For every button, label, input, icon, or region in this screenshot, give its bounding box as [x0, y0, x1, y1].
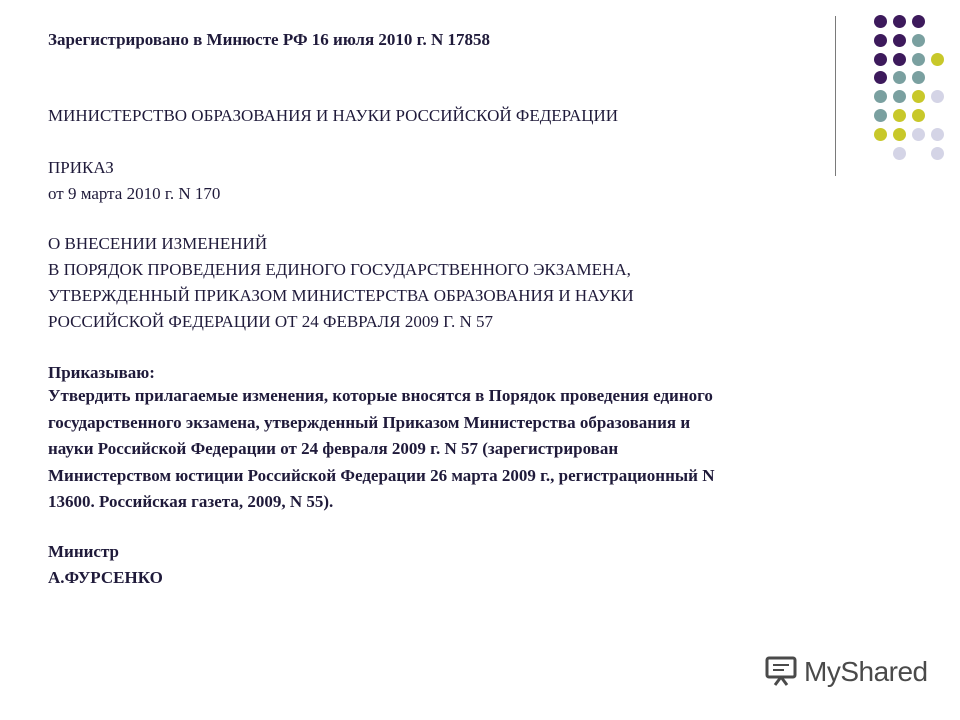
decorative-dot [874, 109, 887, 122]
decorative-dot [912, 34, 925, 47]
signature-title: Министр [48, 542, 119, 561]
ministry-name: МИНИСТЕРСТВО ОБРАЗОВАНИЯ И НАУКИ РОССИЙСКОЙ ФЕДЕРАЦИИ [48, 106, 619, 125]
decorative-dot [893, 128, 906, 141]
decorative-dot [874, 15, 887, 28]
registration-note: Зарегистрировано в Минюсте РФ 16 июля 2010 г. N 17858 [48, 30, 490, 49]
order-body [48, 383, 898, 516]
order-line: 13600. Российская газета, 2009, N 55). [48, 492, 334, 511]
decorative-dot [893, 90, 906, 103]
myshared-watermark [764, 652, 934, 692]
decorative-dot [912, 53, 925, 66]
decorative-dot [931, 53, 944, 66]
presentation-board-icon [764, 653, 798, 692]
decorative-dot-grid [0, 0, 960, 180]
decorative-dot [893, 34, 906, 47]
order-line: государственного экзамена, утвержденный Приказом Министерства образования и [48, 412, 691, 432]
decorative-dot [912, 128, 925, 141]
vertical-divider [835, 16, 836, 176]
decorative-dot [874, 34, 887, 47]
decorative-dot [893, 147, 906, 160]
decorative-dot [874, 128, 887, 141]
subject-line: В ПОРЯДОК ПРОВЕДЕНИЯ ЕДИНОГО ГОСУДАРСТВЕННОГО ЭКЗАМЕНА, [48, 260, 631, 279]
decorative-dot [893, 71, 906, 84]
order-line: Утвердить прилагаемые изменения, которые вносятся в Порядок проведения единого [48, 386, 713, 405]
order-line: Министерством юстиции Российской Федерации 26 марта 2009 г., регистрационный N [48, 465, 715, 485]
subject-line: УТВЕРЖДЕННЫЙ ПРИКАЗОМ МИНИСТЕРСТВА ОБРАЗОВАНИЯ И НАУКИ [48, 286, 634, 305]
decorative-dot [912, 15, 925, 28]
document-type: ПРИКАЗ [48, 158, 114, 177]
decorative-dot [874, 53, 887, 66]
decorative-dot [912, 71, 925, 84]
decorative-dot [912, 90, 925, 103]
document-date: от 9 марта 2010 г. N 170 [48, 184, 221, 203]
order-heading: Приказываю: [48, 363, 155, 382]
decorative-dot [931, 128, 944, 141]
subject-line: РОССИЙСКОЙ ФЕДЕРАЦИИ ОТ 24 ФЕВРАЛЯ 2009 Г. N 57 [48, 312, 494, 331]
signature-name: А.ФУРСЕНКО [48, 568, 163, 587]
decorative-dot [931, 147, 944, 160]
decorative-dot [893, 15, 906, 28]
decorative-dot [931, 90, 944, 103]
decorative-dot [874, 90, 887, 103]
decorative-dot [912, 109, 925, 122]
decorative-dot [874, 71, 887, 84]
order-line: науки Российской Федерации от 24 февраля 2009 г. N 57 (зарегистрирован [48, 439, 619, 458]
subject-line: О ВНЕСЕНИИ ИЗМЕНЕНИЙ [48, 234, 268, 253]
decorative-dot [893, 53, 906, 66]
watermark-text: MyShared [804, 656, 928, 687]
decorative-dot [893, 109, 906, 122]
